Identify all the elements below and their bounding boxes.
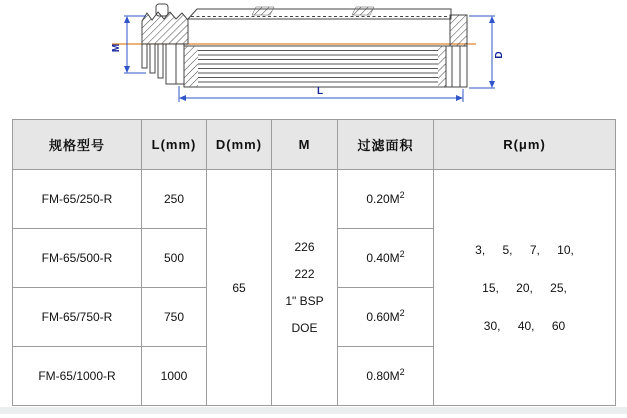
end-cap-body: [446, 46, 467, 87]
model-cell: FM-65/750-R: [13, 288, 142, 347]
area-cell: $0.20M^2$: [338, 170, 434, 229]
model-cell: FM-65/500-R: [13, 229, 142, 288]
model-cell: FM-65/250-R: [13, 170, 142, 229]
bottom-strip: [0, 407, 627, 414]
end-cap-section: [450, 15, 467, 46]
pleat-end-fan-right: [438, 46, 446, 87]
technical-drawing-svg: [0, 0, 627, 119]
micron-line: 15, 20, 25,: [482, 280, 567, 295]
micron-line: 3, 5, 7, 10,: [475, 242, 574, 257]
area-superscript: 2: [399, 308, 405, 318]
pleat-lines: [198, 48, 438, 86]
weld-hatch-right: [352, 7, 374, 15]
micron-rating-cell: [434, 170, 616, 406]
filter-element-drawing: [0, 0, 627, 119]
area-cell: $0.40M^2$: [338, 229, 434, 288]
header-micron-rating: R(μm): [434, 120, 616, 170]
header-interface: M: [272, 120, 338, 170]
adapter-fin: [150, 44, 155, 73]
length-cell: 1000: [142, 347, 207, 406]
interface-line: 226: [294, 239, 315, 254]
pleat-end-fan-left: [184, 46, 198, 87]
area-superscript: 2: [399, 367, 405, 377]
adapter-collar: [142, 12, 188, 44]
adapter-fin: [158, 44, 163, 78]
weld-hatch-left: [252, 7, 274, 15]
area-superscript: 2: [399, 190, 405, 200]
spec-table: [12, 119, 616, 406]
dim-label-l: L: [316, 86, 324, 97]
area-cell: $0.60M^2$: [338, 288, 434, 347]
header-diameter: D(mm): [207, 120, 272, 170]
micron-line: 30, 40, 60: [483, 318, 566, 333]
adapter-fin: [142, 44, 147, 68]
interface-cell: [272, 170, 338, 406]
length-cell: 250: [142, 170, 207, 229]
header-row: [13, 120, 616, 170]
outer-cage-top: [188, 9, 451, 19]
area-cell: $0.80M^2$: [338, 347, 434, 406]
length-cell: 500: [142, 229, 207, 288]
dimension-d: [469, 16, 495, 88]
table-row: [13, 170, 616, 229]
interface-line: 1" BSP: [285, 293, 324, 308]
diameter-cell: 65: [207, 170, 272, 406]
adapter-bell: [166, 44, 184, 84]
interface-line: 222: [294, 266, 315, 281]
header-filter-area: 过滤面积: [338, 120, 434, 170]
dim-label-d: D: [494, 51, 505, 59]
length-cell: 750: [142, 288, 207, 347]
header-length: L(mm): [142, 120, 207, 170]
header-model: 规格型号: [13, 120, 142, 170]
dim-label-m: M: [111, 43, 122, 53]
area-superscript: 2: [399, 249, 405, 259]
interface-line: DOE: [291, 320, 318, 335]
model-cell: FM-65/1000-R: [13, 347, 142, 406]
